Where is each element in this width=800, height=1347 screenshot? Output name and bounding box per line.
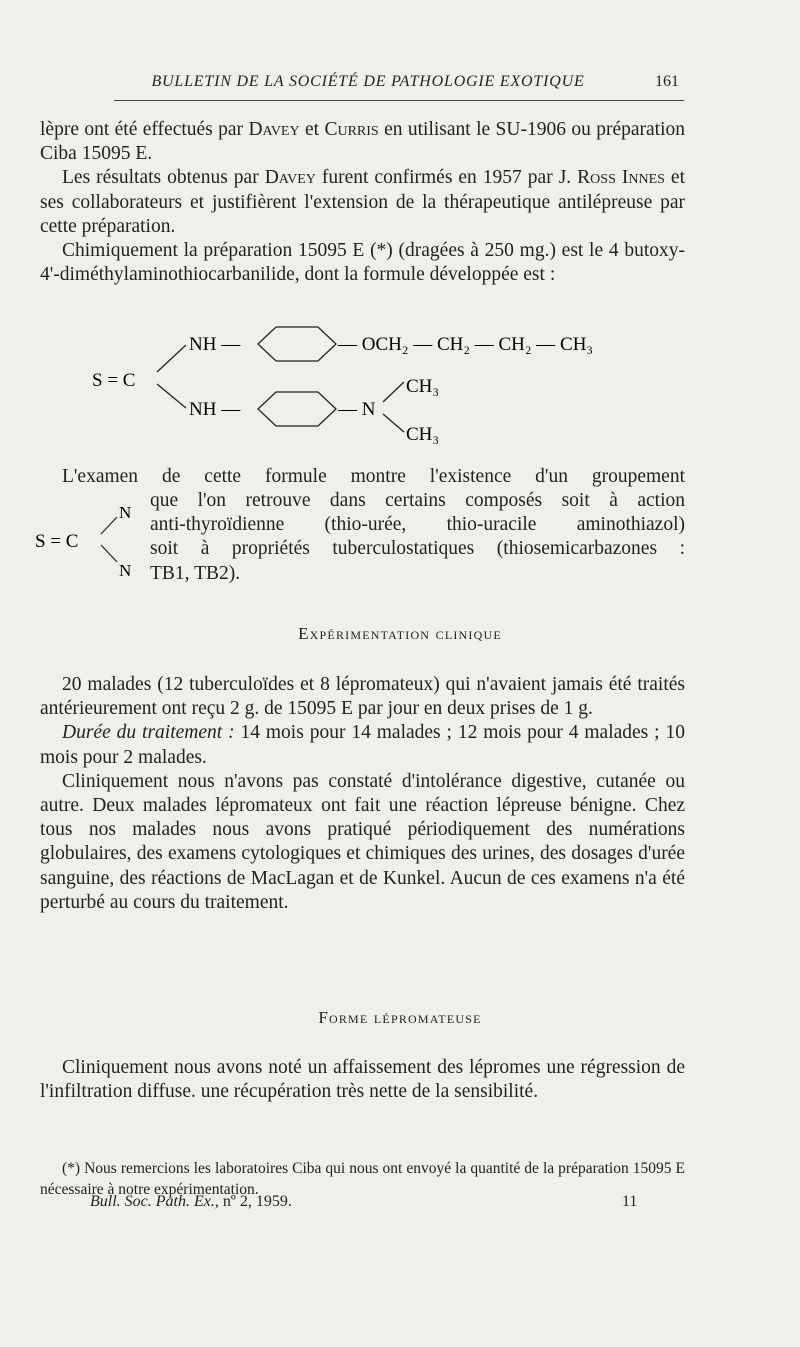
section-heading-clinique: Expérimentation clinique <box>298 624 502 643</box>
formula-nh-bottom: NH — <box>189 399 241 420</box>
formula-nh-top: NH — <box>189 334 241 355</box>
paragraph-intro-2: Les résultats obtenus par Davey furent confirmés en 1957 par J. Ross Innes et ses collaborateurs et justifièrent l'extension de la thérapeutique antilépreuse par cette préparation. <box>40 167 685 237</box>
citation-issue: , nº 2, 1959. <box>214 1193 292 1210</box>
group-text-block <box>150 489 685 586</box>
svg-text:S = C: S = C <box>35 531 79 552</box>
formula-ch3-bottom: CH₃ <box>406 424 440 445</box>
formula-s-eq-c: S = C <box>92 370 136 391</box>
benzene-ring-top <box>258 327 336 361</box>
group-line: anti-thyroïdienne (thio-urée, thio-uracile aminothiazol) <box>150 514 685 536</box>
section1-paragraph-2: Durée du traitement : 14 mois pour 14 malades ; 12 mois pour 4 malades ; 10 mois pour 2 malades. <box>40 722 685 768</box>
running-title: BULLETIN DE LA SOCIÉTÉ DE PATHOLOGIE EXOTIQUE <box>151 73 585 90</box>
svg-text:N: N <box>119 561 132 580</box>
journal-citation <box>90 1193 292 1211</box>
section1-text <box>40 673 685 915</box>
paragraph-intro-1: lèpre ont été effectués par Davey et Curris en utilisant le SU-1906 ou préparation Ciba 15095 E. <box>40 119 686 165</box>
author-name: Davey <box>264 167 316 189</box>
group-paragraph <box>40 465 685 489</box>
svg-text:N: N <box>119 503 132 522</box>
group-line: soit à propriétés tuberculostatiques (thiosemicarbazones : <box>150 538 685 560</box>
section2-text <box>40 1056 685 1104</box>
treatment-duration-label: Durée du traitement : <box>62 722 235 744</box>
benzene-ring-bottom <box>258 392 336 426</box>
group-line: que l'on retrouve dans certains composés soit à action <box>150 490 685 511</box>
author-name: Curris <box>324 119 379 140</box>
section-heading-lepromateuse: Forme lépromateuse <box>318 1008 482 1027</box>
formula-n-group: — N <box>338 399 376 420</box>
section2-paragraph-1: Cliniquement nous avons noté un affaissement des lépromes une régression de l'infiltration diffuse. une récupération très nette de la sensibilité. <box>40 1057 685 1103</box>
formula-chain: — OCH₂ — CH₂ — CH₂ — CH₃ <box>338 334 594 355</box>
header-rule <box>114 100 684 101</box>
section1-paragraph-1: 20 malades (12 tuberculoïdes et 8 lépromateux) qui n'avaient jamais été traités antérieurement ont reçu 2 g. de 15095 E par jour en deux prises de 1 g. <box>40 674 685 720</box>
paragraph-intro-3: Chimiquement la préparation 15095 E (*) (dragées à 250 mg.) est le 4 butoxy-4'-diméthylaminothiocarbanilide, dont la formule développée est : <box>40 240 685 286</box>
group-first-line: L'examen de cette formule montre l'existence d'un groupement <box>62 466 685 487</box>
group-formula <box>35 490 145 585</box>
footnote-text: (*) Nous remercions les laboratoires Ciba qui nous ont envoyé la quantité de la préparation 15095 E nécessaire à notre expérimentation. <box>40 1160 685 1198</box>
group-line: TB1, TB2). <box>150 562 241 584</box>
citation-journal: Bull. Soc. Path. Ex. <box>90 1193 215 1210</box>
author-name: Davey <box>248 119 300 140</box>
page-number: 161 <box>655 73 679 90</box>
section1-paragraph-3: Cliniquement nous n'avons pas constaté d'intolérance digestive, cutanée ou autre. Deux malades lépromateux ont fait une réaction lépreuse bénigne. Chez tous nos malades nous avons pratiqué périodiquement des numérations globulaires, des examens cytologiques et chimiques des urines, des dosages d'urée sanguine, des réactions de MacLagan et de Kunkel. Aucun de ces examens n'a été perturbé au cours du traitement. <box>40 770 685 913</box>
intro-text <box>40 118 685 287</box>
structural-formula <box>0 310 800 460</box>
author-name: Ross Innes <box>577 167 665 189</box>
formula-ch3-top: CH₃ <box>406 376 440 397</box>
signature-mark: 11 <box>622 1193 638 1210</box>
